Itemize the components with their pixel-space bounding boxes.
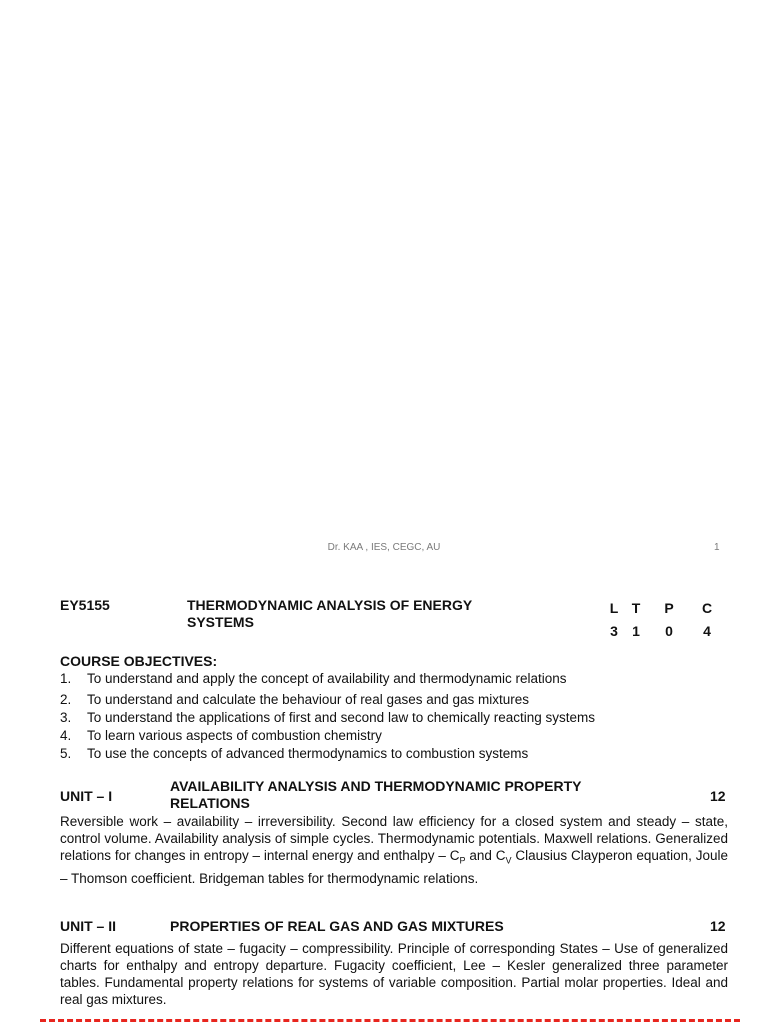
course-code: EY5155 <box>60 597 110 613</box>
unit-1-hours: 12 <box>710 788 726 804</box>
ltpc-value-c: 4 <box>703 623 711 639</box>
ltpc-value-t: 1 <box>632 623 640 639</box>
objectives-list <box>60 670 595 763</box>
ltpc-header-c: C <box>701 600 713 616</box>
dashed-divider <box>40 1019 740 1022</box>
unit-1-title: AVAILABILITY ANALYSIS AND THERMODYNAMIC PROPERTY RELATIONS <box>170 778 582 811</box>
ltpc-column-p <box>662 597 676 643</box>
list-item: 5. To use the concepts of advanced thermodynamics to combustion systems <box>60 746 529 761</box>
ltpc-header-p: P <box>664 600 674 616</box>
list-item: 4. To learn various aspects of combustion chemistry <box>60 728 382 743</box>
footer-author: Dr. KAA , IES, CEGC, AU <box>327 542 441 553</box>
list-item: 2. To understand and calculate the behaviour of real gases and gas mixtures <box>60 692 530 707</box>
ltpc-value-l: 3 <box>610 623 618 639</box>
ltpc-column-t <box>629 597 643 643</box>
list-item: 1. To understand and apply the concept of availability and thermodynamic relations <box>60 671 567 686</box>
footer-page-number: 1 <box>714 542 720 553</box>
ltpc-header-t: T <box>631 600 641 616</box>
unit-1-label: UNIT – I <box>60 788 113 804</box>
unit-2-title: PROPERTIES OF REAL GAS AND GAS MIXTURES <box>170 918 504 934</box>
ltpc-column-c <box>700 597 714 643</box>
course-title: THERMODYNAMIC ANALYSIS OF ENERGY SYSTEMS <box>187 597 472 630</box>
ltpc-value-p: 0 <box>665 623 673 639</box>
unit-1-body: Reversible work – availability – irreversibility. Second law efficiency for a closed system and steady – state, control volume. Availability analysis of simple cycles. Thermodynamic potentials. Maxwell relations. Generalized relations for changes in entropy – internal energy and enthalpy – $C_P$ and $C_V$ Clausius Clayperon equation, Joule – Thomson coefficient. Bridgeman tables for thermodynamic relations. <box>60 814 728 886</box>
ltpc-header-l: L <box>609 600 619 616</box>
unit-2-label: UNIT – II <box>60 918 117 934</box>
unit-2-body: Different equations of state – fugacity – compressibility. Principle of corresponding States – Use of generalized charts for enthalpy and entropy departure. Fugacity coefficient, Lee – Kesler generalized three parameter tables. Fundamental property relations for systems of variable composition. Partial molar properties. Ideal and real gas mixtures. <box>60 941 728 1007</box>
ltpc-column-l <box>607 597 621 643</box>
list-item: 3. To understand the applications of first and second law to chemically reacting systems <box>60 710 596 725</box>
objectives-heading: COURSE OBJECTIVES: <box>60 653 218 669</box>
unit-2-hours: 12 <box>710 918 726 934</box>
